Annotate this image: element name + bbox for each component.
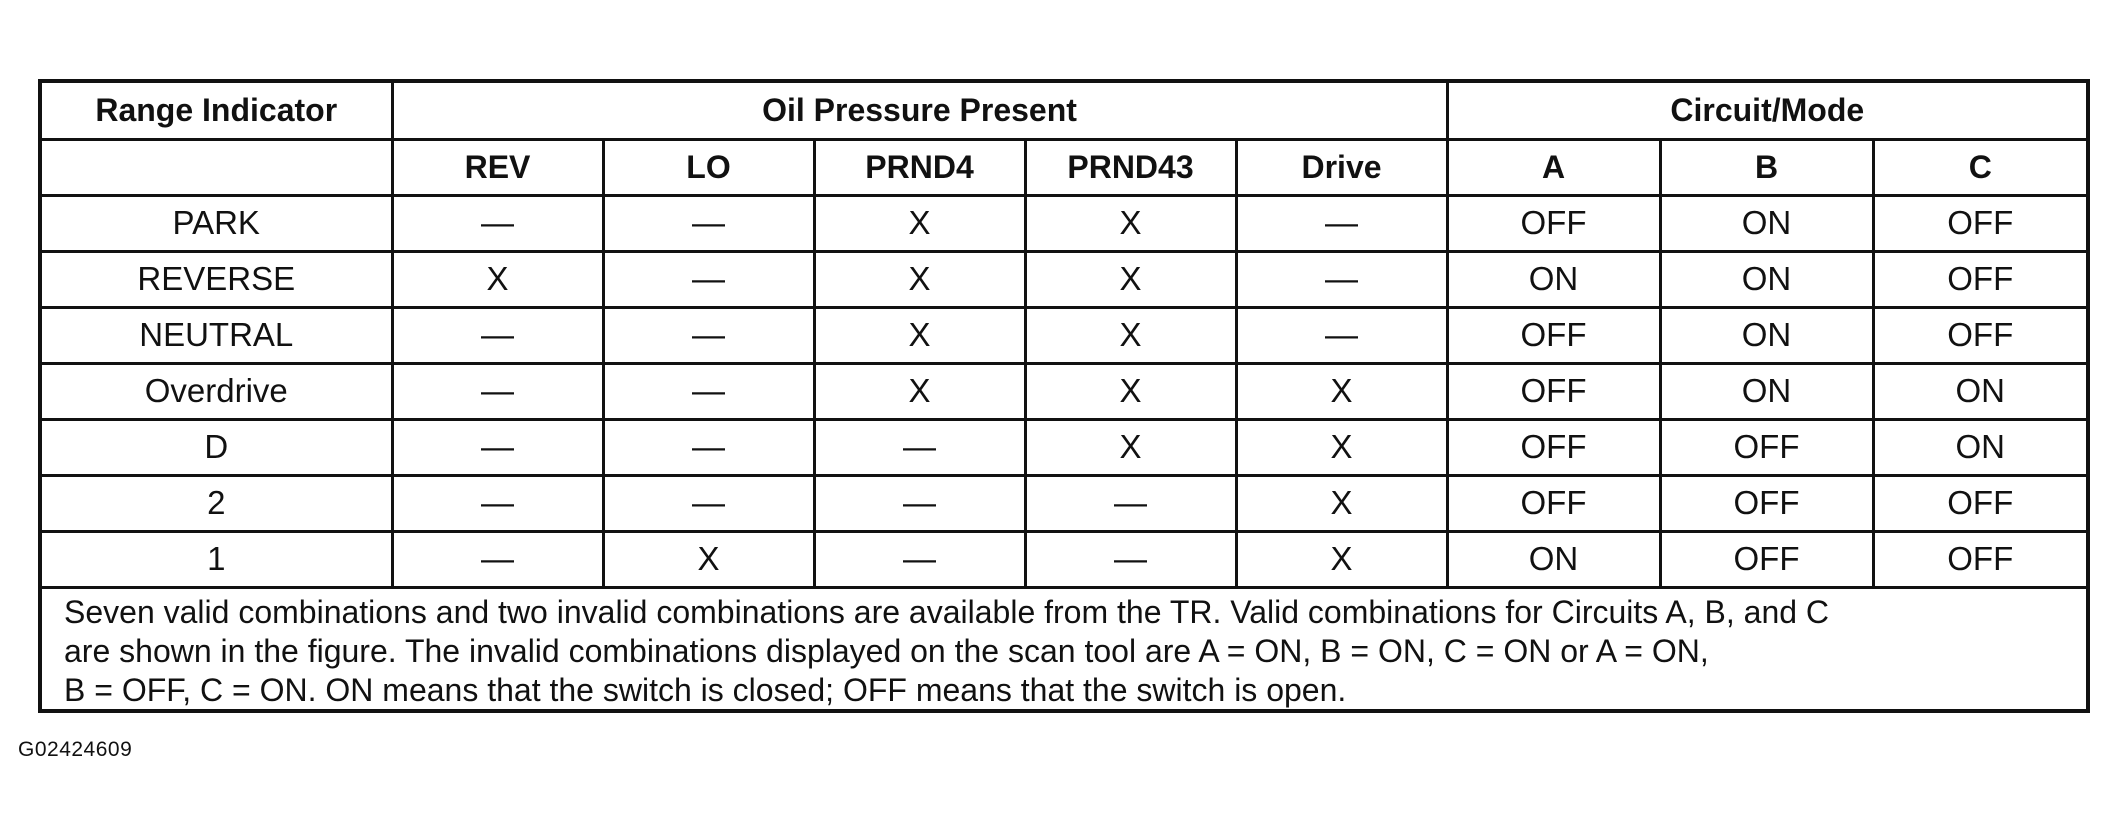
table-cell: X — [1236, 531, 1447, 587]
table-row — [42, 307, 2086, 363]
table-cell: ON — [1660, 251, 1873, 307]
subheader-cell: REV — [392, 139, 603, 195]
table-cell: — — [814, 475, 1025, 531]
table-cell: OFF — [1660, 419, 1873, 475]
table-cell: X — [1025, 251, 1236, 307]
table-cell: OFF — [1447, 195, 1660, 251]
table-cell: — — [603, 195, 814, 251]
table-cell: OFF — [1447, 419, 1660, 475]
group-header-row — [42, 83, 2086, 139]
transmission-range-table-frame — [38, 79, 2090, 713]
header-oil-pressure-present: Oil Pressure Present — [392, 83, 1447, 139]
table-cell: X — [814, 195, 1025, 251]
transmission-range-table — [42, 83, 2086, 589]
table-cell: — — [1025, 475, 1236, 531]
table-cell: — — [392, 307, 603, 363]
table-cell: ON — [1660, 363, 1873, 419]
table-cell: OFF — [1660, 531, 1873, 587]
subheader-cell: Drive — [1236, 139, 1447, 195]
subheader-cell: C — [1873, 139, 2086, 195]
table-cell: — — [814, 531, 1025, 587]
table-cell: — — [392, 195, 603, 251]
table-cell: ON — [1873, 363, 2086, 419]
table-cell: — — [603, 419, 814, 475]
table-cell: ON — [1660, 307, 1873, 363]
table-cell: X — [814, 363, 1025, 419]
table-cell: — — [1236, 195, 1447, 251]
table-cell: X — [1025, 195, 1236, 251]
table-row — [42, 251, 2086, 307]
table-cell: X — [1236, 475, 1447, 531]
table-cell: X — [392, 251, 603, 307]
footnote-line: B = OFF, C = ON. ON means that the switch is closed; OFF means that the switch is open. — [64, 672, 1347, 708]
range-label-cell: REVERSE — [42, 251, 392, 307]
table-cell: X — [1236, 419, 1447, 475]
table-cell: ON — [1447, 251, 1660, 307]
table-cell: OFF — [1873, 531, 2086, 587]
table-cell: — — [1025, 531, 1236, 587]
table-cell: X — [1025, 307, 1236, 363]
table-cell: X — [1236, 363, 1447, 419]
subheader-cell — [42, 139, 392, 195]
table-cell: — — [392, 475, 603, 531]
header-circuit-mode: Circuit/Mode — [1447, 83, 2086, 139]
table-cell: OFF — [1873, 307, 2086, 363]
subheader-cell: PRND43 — [1025, 139, 1236, 195]
sub-header-row — [42, 139, 2086, 195]
range-label-cell: 1 — [42, 531, 392, 587]
subheader-cell: PRND4 — [814, 139, 1025, 195]
table-row — [42, 195, 2086, 251]
table-cell: — — [603, 363, 814, 419]
range-label-cell: 2 — [42, 475, 392, 531]
table-cell: — — [603, 307, 814, 363]
table-row — [42, 419, 2086, 475]
table-row — [42, 475, 2086, 531]
subheader-cell: LO — [603, 139, 814, 195]
table-cell: — — [603, 251, 814, 307]
table-cell: — — [392, 531, 603, 587]
table-cell: — — [603, 475, 814, 531]
table-cell: X — [603, 531, 814, 587]
subheader-cell: A — [1447, 139, 1660, 195]
table-cell: OFF — [1447, 307, 1660, 363]
table-cell: — — [814, 419, 1025, 475]
table-cell: — — [392, 363, 603, 419]
range-label-cell: Overdrive — [42, 363, 392, 419]
table-cell: OFF — [1447, 363, 1660, 419]
range-label-cell: NEUTRAL — [42, 307, 392, 363]
table-cell: — — [1236, 251, 1447, 307]
table-row — [42, 363, 2086, 419]
table-cell: — — [1236, 307, 1447, 363]
table-cell: OFF — [1873, 475, 2086, 531]
table-cell: ON — [1660, 195, 1873, 251]
table-cell: X — [1025, 363, 1236, 419]
table-cell: OFF — [1447, 475, 1660, 531]
table-cell: X — [814, 251, 1025, 307]
table-row — [42, 531, 2086, 587]
footnote-line: Seven valid combinations and two invalid combinations are available from the TR. Valid combinations for Circuits A, B, and C — [64, 594, 1830, 630]
table-cell: OFF — [1873, 195, 2086, 251]
table-cell: — — [392, 419, 603, 475]
table-cell: X — [1025, 419, 1236, 475]
table-cell: ON — [1873, 419, 2086, 475]
figure-code: G02424609 — [18, 738, 133, 761]
subheader-cell: B — [1660, 139, 1873, 195]
table-footnote — [42, 583, 2086, 709]
table-cell: X — [814, 307, 1025, 363]
table-cell: OFF — [1660, 475, 1873, 531]
footnote-line: are shown in the figure. The invalid combinations displayed on the scan tool are A = ON, B = ON, C = ON or A = ON, — [64, 633, 1709, 669]
table-cell: OFF — [1873, 251, 2086, 307]
header-range-indicator: Range Indicator — [42, 83, 392, 139]
table-cell: ON — [1447, 531, 1660, 587]
range-label-cell: D — [42, 419, 392, 475]
range-label-cell: PARK — [42, 195, 392, 251]
